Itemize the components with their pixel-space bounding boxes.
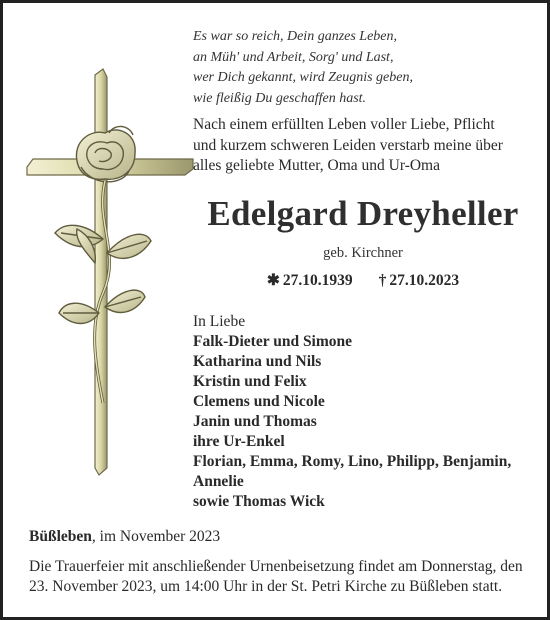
mourner-entry: ihre Ur-Enkel xyxy=(193,433,285,450)
announcement-line: und kurzem schweren Leiden verstarb meine über xyxy=(193,136,503,154)
announcement-line: alles geliebte Mutter, Oma und Ur-Oma xyxy=(193,157,440,174)
poem-line: Es war so reich, Dein ganzes Leben, xyxy=(193,29,398,44)
cross-with-rose-icon xyxy=(25,63,195,483)
poem-line: wie fleißig Du geschaffen hast. xyxy=(193,90,367,106)
mourner-entry: Florian, Emma, Romy, Lino, Philipp, Benjamin, xyxy=(193,453,512,470)
place-town: Büßleben xyxy=(29,528,92,545)
maiden-name: geb. Kirchner xyxy=(323,245,403,261)
mourner-entry: Falk-Dieter und Simone xyxy=(193,333,353,350)
place-date: , im November 2023 xyxy=(91,528,221,545)
poem-line: wer Dich gekannt, wird Zeugnis geben, xyxy=(193,70,413,85)
funeral-service-info xyxy=(29,557,529,597)
poem-verse xyxy=(193,27,413,109)
birth-star-icon: ✱ xyxy=(266,272,280,289)
mourners-lead: In Liebe xyxy=(193,313,246,330)
poem-line: an Müh' und Arbeit, Sorg' und Last, xyxy=(193,49,394,65)
death-cross-icon: † xyxy=(378,272,387,289)
deceased-name: Edelgard Dreyheller xyxy=(207,194,519,233)
death-date: 27.10.2023 xyxy=(389,272,460,289)
announcement-line: Nach einem erfüllten Leben voller Liebe, Pflicht xyxy=(193,116,495,133)
announcement-text xyxy=(193,115,503,177)
birth-date: 27.10.1939 xyxy=(282,272,353,289)
mourners-list xyxy=(193,312,511,512)
mourner-entry: Janin und Thomas xyxy=(193,413,317,430)
mourner-entry: Clemens und Nicole xyxy=(193,393,325,410)
mourner-entry: Kristin und Felix xyxy=(193,373,307,390)
place-and-date xyxy=(29,528,220,546)
service-line: Die Trauerfeier mit anschließender Urnenbeisetzung findet am Donnerstag, den xyxy=(29,558,523,575)
life-dates xyxy=(193,271,533,290)
service-line: 23. November 2023, um 14:00 Uhr in der St. Petri Kirche zu Büßleben statt. xyxy=(29,578,503,595)
mourner-entry: Annelie xyxy=(193,473,244,490)
mourner-entry: sowie Thomas Wick xyxy=(193,493,325,510)
mourner-entry: Katharina und Nils xyxy=(193,353,322,370)
